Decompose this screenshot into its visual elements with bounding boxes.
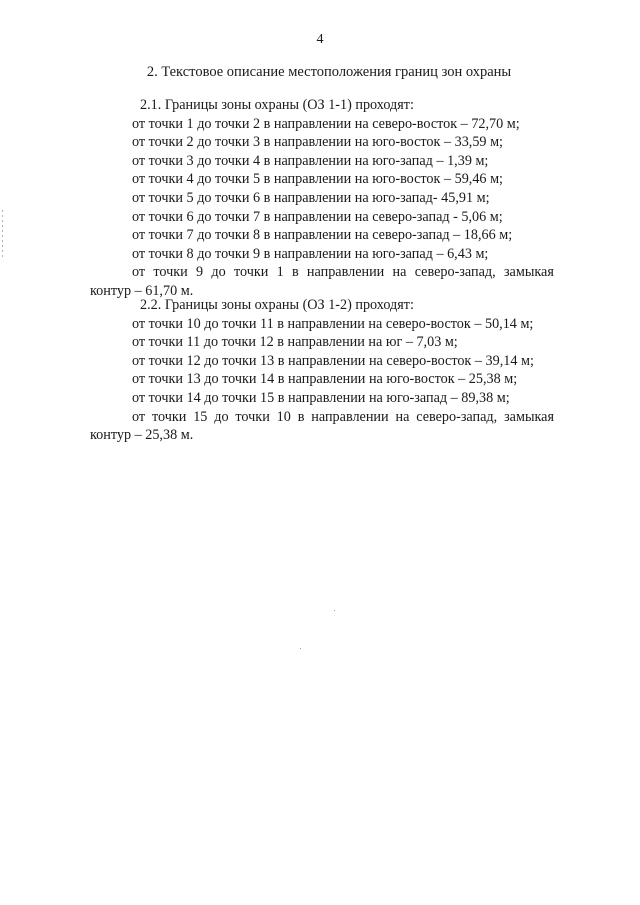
boundary-segment: от точки 11 до точки 12 в направлении на юг – 7,03 м;	[132, 334, 458, 351]
boundary-segment: от точки 14 до точки 15 в направлении на юго-запад – 89,38 м;	[132, 389, 510, 406]
word: 1	[276, 264, 284, 281]
zone-2-description	[90, 296, 554, 445]
word: направлении	[311, 408, 389, 425]
word: точки	[151, 408, 187, 425]
word: точки	[235, 408, 270, 425]
boundary-segment: от точки 2 до точки 3 в направлении на юго-восток – 33,59 м;	[132, 134, 503, 151]
word: 10	[276, 408, 291, 425]
word: 15	[193, 408, 208, 425]
page-number: 4	[316, 32, 324, 47]
boundary-segment: от точки 13 до точки 14 в направлении на юго-восток – 25,38 м;	[132, 371, 518, 388]
boundary-segment-closing-end: контур – 25,38 м.	[90, 427, 194, 444]
word: замыкая	[503, 264, 554, 281]
word: от	[132, 408, 146, 425]
word: направлении	[306, 264, 385, 281]
boundary-segment: от точки 4 до точки 5 в направлении на юго-восток – 59,46 м;	[132, 171, 503, 188]
boundary-segment: от точки 12 до точки 13 в направлении на северо-восток – 39,14 м;	[132, 352, 534, 369]
word: северо-запад,	[416, 408, 498, 425]
zone-1-heading: 2.1. Границы зоны охраны (ОЗ 1-1) проходят:	[140, 97, 414, 113]
word: до	[214, 408, 229, 425]
word: 9	[196, 264, 204, 281]
word: замыкая	[504, 408, 554, 425]
boundary-segment: от точки 3 до точки 4 в направлении на юго-запад – 1,39 м;	[132, 152, 489, 169]
word: точки	[153, 264, 188, 281]
word: на	[395, 408, 410, 425]
scan-speck	[334, 610, 335, 611]
boundary-segment: от точки 10 до точки 11 в направлении на северо-восток – 50,14 м;	[132, 315, 534, 332]
boundary-segment: от точки 1 до точки 2 в направлении на северо-восток – 72,70 м;	[132, 115, 520, 132]
boundary-segment-closing	[90, 263, 554, 282]
boundary-segment: от точки 5 до точки 6 в направлении на юго-запад- 45,91 м;	[132, 189, 490, 206]
word: до	[211, 264, 226, 281]
zone-1-description	[90, 96, 554, 301]
zone-2-heading: 2.2. Границы зоны охраны (ОЗ 1-2) проходят:	[140, 297, 414, 313]
boundary-segment-closing-end: контур – 61,70 м.	[90, 282, 194, 299]
word: на	[392, 264, 407, 281]
section-title: 2. Текстовое описание местоположения границ зон охраны	[146, 64, 512, 80]
scan-edge-artifact	[2, 210, 3, 260]
word: от	[132, 264, 146, 281]
word: в	[291, 264, 299, 281]
word: в	[297, 408, 305, 425]
boundary-segment-closing	[90, 408, 554, 427]
scan-speck	[300, 648, 301, 649]
boundary-segment: от точки 8 до точки 9 в направлении на юго-запад – 6,43 м;	[132, 245, 489, 262]
word: точки	[233, 264, 269, 281]
word: северо-запад,	[414, 264, 496, 281]
boundary-segment: от точки 7 до точки 8 в направлении на северо-запад – 18,66 м;	[132, 227, 513, 244]
boundary-segment: от точки 6 до точки 7 в направлении на северо-запад - 5,06 м;	[132, 208, 503, 225]
